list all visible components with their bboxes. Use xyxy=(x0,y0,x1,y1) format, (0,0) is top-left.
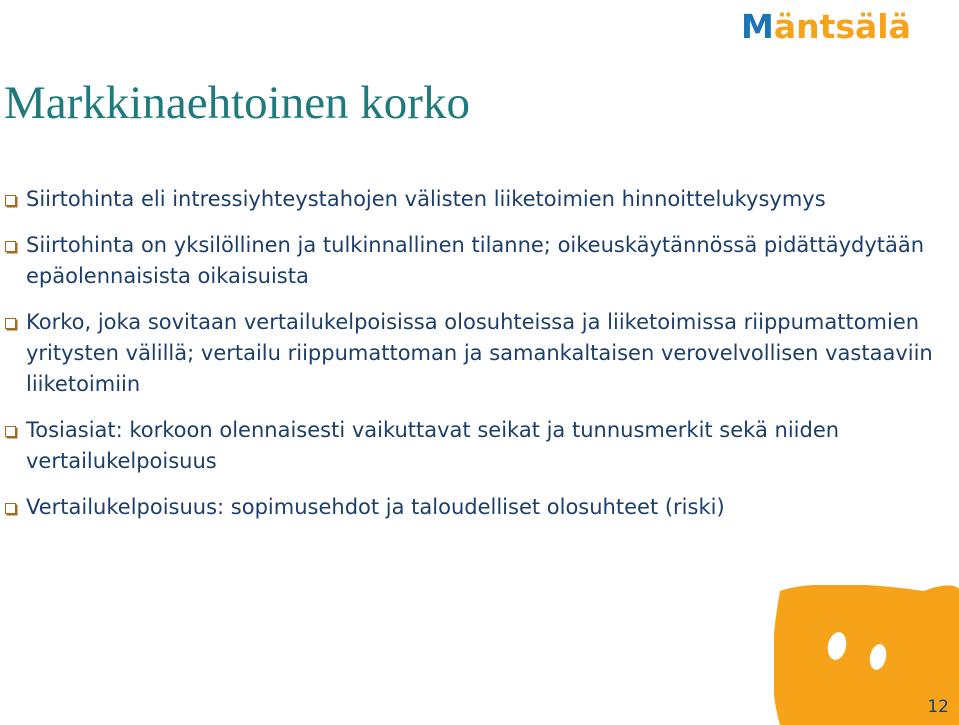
bullet-list xyxy=(5,184,950,538)
logo-text-rest: äntsälä xyxy=(773,6,911,46)
mantsala-logo xyxy=(741,4,925,48)
square-bullet-icon xyxy=(5,426,16,437)
logo-text-first: M xyxy=(741,6,774,46)
bullet-item xyxy=(5,184,950,215)
bullet-text: Korko, joka sovitaan vertailukelpoisissa olosuhteissa ja liiketoimissa riippumattomien yritysten välillä; vertailu riippumattoman ja samankaltaisen verovelvollisen vastaaviin liiketoimiin xyxy=(26,310,933,396)
bullet-text: Siirtohinta on yksilöllinen ja tulkinnallinen tilanne; oikeuskäytännössä pidättäydytään epäolennaisista oikaisuista xyxy=(26,233,925,288)
slide-title: Markkinaehtoinen korko xyxy=(4,77,470,129)
bullet-text: Vertailukelpoisuus: sopimusehdot ja taloudelliset olosuhteet (riski) xyxy=(26,495,725,519)
square-bullet-icon xyxy=(5,195,16,206)
bullet-item xyxy=(5,492,950,523)
square-bullet-icon xyxy=(5,241,16,252)
page-number: 12 xyxy=(927,697,949,717)
bullet-item xyxy=(5,230,950,292)
bullet-text: Tosiasiat: korkoon olennaisesti vaikuttavat seikat ja tunnusmerkit sekä niiden vertailukelpoisuus xyxy=(26,418,840,473)
logo-text xyxy=(741,6,911,46)
bullet-item xyxy=(5,415,950,477)
bullet-text: Siirtohinta eli intressiyhteystahojen välisten liiketoimien hinnoittelukysymys xyxy=(26,187,826,211)
bullet-item xyxy=(5,307,950,400)
square-bullet-icon xyxy=(5,318,16,329)
square-bullet-icon xyxy=(5,503,16,514)
